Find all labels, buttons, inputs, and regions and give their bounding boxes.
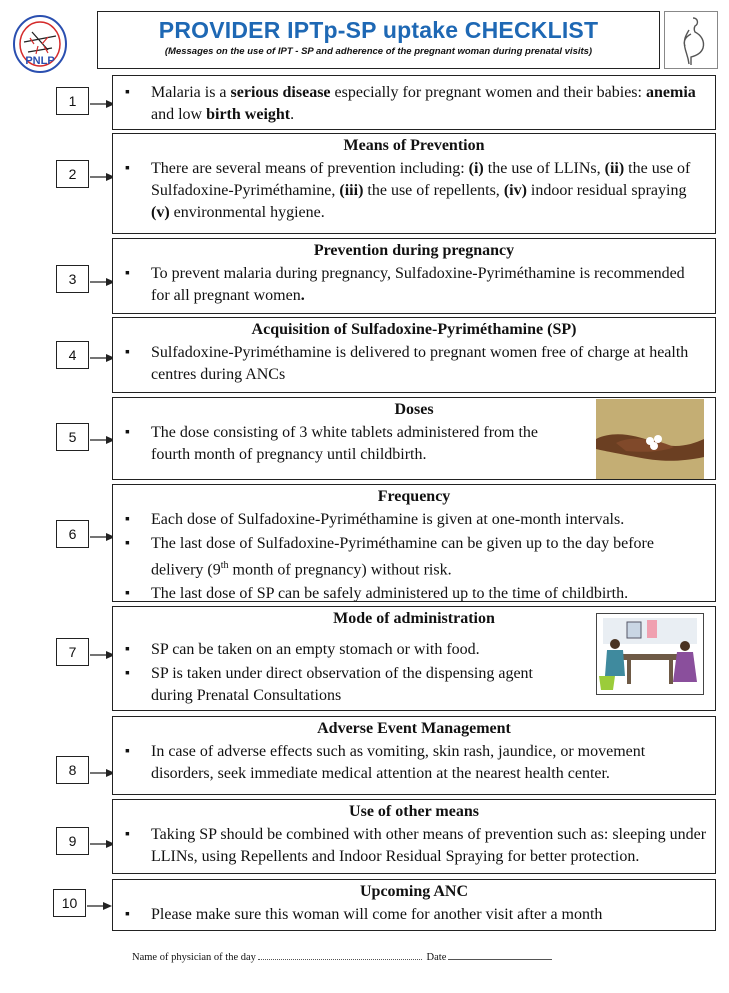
consultation-illustration: [596, 613, 704, 695]
bullet-text: ▪ Malaria is a serious disease especially for pregnant women and their babies: anemia and low birth weight.: [113, 82, 715, 126]
logo-text: PNLP: [25, 55, 55, 67]
item-number-7: 7: [56, 638, 89, 666]
checklist-item-2: [112, 133, 716, 234]
item-title: Frequency: [377, 488, 451, 505]
bullet-text: ▪ The dose consisting of 3 white tablets administered from the fourth month of pregnancy until childbirth.: [113, 422, 565, 466]
bullet-text: ▪ To prevent malaria during pregnancy, Sulfadoxine-Pyriméthamine is recommended for all pregnant women.: [113, 263, 715, 307]
bullet-text: ▪ Please make sure this woman will come for another visit after a month: [113, 904, 715, 926]
bullet-text: ▪ Sulfadoxine-Pyriméthamine is delivered to pregnant women free of charge at health centres during ANCs: [113, 342, 715, 386]
bullet-text: ▪ In case of adverse effects such as vomiting, skin rash, jaundice, or movement disorders, seek immediate medical attention at the nearest health center.: [113, 741, 715, 785]
item-number-4: 4: [56, 341, 89, 369]
physician-label: Name of physician of the day: [132, 952, 256, 963]
bullet-text: ▪ SP is taken under direct observation of the dispensing agent during Prenatal Consultations: [113, 663, 565, 707]
checklist-item-10: [112, 879, 716, 931]
item-number-10: 10: [53, 889, 86, 917]
item-title: Acquisition of Sulfadoxine-Pyriméthamine (SP): [251, 321, 577, 338]
hand-tablets-photo: [596, 399, 704, 479]
date-label: Date: [426, 952, 447, 963]
bullet-text: ▪ There are several means of prevention including: (i) the use of LLINs, (ii) the use of Sulfadoxine-Pyriméthamine, (iii) the use of repellents, (iv) indoor residual spraying (v) environmental hygiene.: [113, 158, 715, 224]
page-title: PROVIDER IPTp-SP uptake CHECKLIST: [158, 17, 599, 43]
checklist-item-3: [112, 238, 716, 314]
page-subtitle: (Messages on the use of IPT - SP and adherence of the pregnant woman during prenatal visits): [164, 46, 593, 57]
date-field[interactable]: [448, 959, 552, 960]
bullet-text: ▪ Taking SP should be combined with other means of prevention such as: sleeping under LLINs, using Repellents and Indoor Residual Spraying for better protection.: [113, 824, 715, 868]
bullet-text: ▪ Each dose of Sulfadoxine-Pyriméthamine is given at one-month intervals.: [113, 509, 715, 531]
physician-name-field[interactable]: [258, 959, 422, 960]
item-title: Mode of administration: [333, 610, 495, 627]
bullet-text: ▪ SP can be taken on an empty stomach or with food.: [113, 639, 565, 661]
checklist-item-8: [112, 716, 716, 795]
item-title: Upcoming ANC: [359, 883, 468, 900]
item-title: Prevention during pregnancy: [313, 242, 515, 259]
item-number-2: 2: [56, 160, 89, 188]
item-number-5: 5: [56, 423, 89, 451]
checklist-item-6: [112, 484, 716, 602]
pregnant-woman-icon: [664, 11, 718, 69]
item-number-6: 6: [56, 520, 89, 548]
item-title: Adverse Event Management: [317, 720, 511, 737]
item-number-9: 9: [56, 827, 89, 855]
item-title: Use of other means: [349, 803, 479, 820]
bullet-text: ▪ The last dose of SP can be safely administered up to the time of childbirth.: [113, 583, 715, 605]
pnlp-logo-icon: [12, 14, 68, 74]
item-title: Means of Prevention: [343, 137, 485, 154]
checklist-item-4: [112, 317, 716, 393]
item-title: Doses: [394, 401, 434, 418]
signature-line: [132, 952, 552, 963]
item-number-1: 1: [56, 87, 89, 115]
checklist-item-1: [112, 75, 716, 130]
item-number-3: 3: [56, 265, 89, 293]
item-number-8: 8: [56, 756, 89, 784]
checklist-item-9: [112, 799, 716, 874]
header-box: [97, 11, 660, 69]
bullet-text: ▪ The last dose of Sulfadoxine-Pyriméthamine can be given up to the day before delivery (9th month of pregnancy) without risk.: [113, 533, 715, 581]
